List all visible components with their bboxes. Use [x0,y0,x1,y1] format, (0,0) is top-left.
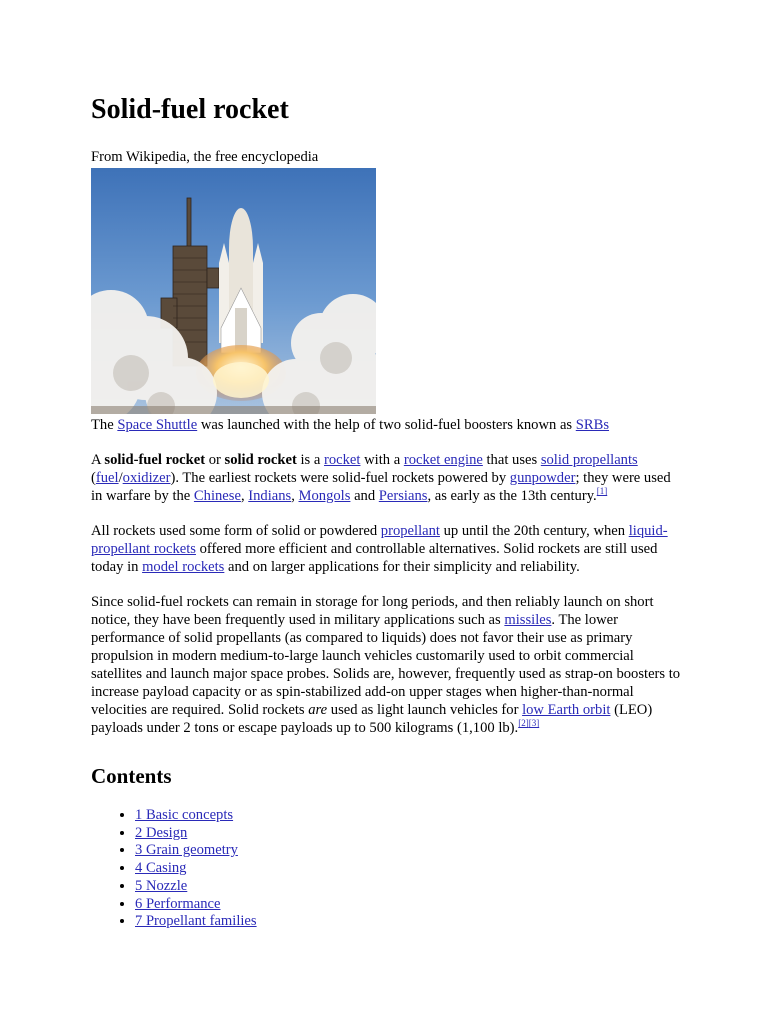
link-low-earth-orbit[interactable]: low Earth orbit [522,702,611,718]
link-rocket[interactable]: rocket [324,452,361,468]
toc-link-nozzle[interactable]: 5 Nozzle [135,877,188,894]
link-solid-propellants[interactable]: solid propellants [540,452,638,468]
toc-item [135,878,681,896]
toc-link-basic-concepts[interactable]: 1 Basic concepts [135,807,234,823]
toc-link-performance[interactable]: 6 Performance [135,895,221,912]
link-gunpowder[interactable]: gunpowder [509,470,576,486]
applications-paragraph: Since solid-fuel rockets can remain in storage for long periods, and then reliably launch on short notice, they have been frequently used in military applications such as missiles. The lower performance of solid propellants (as compared to liquids) does not favor their use as primary propulsion in modern medium-to-large launch vehicles customarily used to orbit commercial satellites and launch major space probes. Solids are, however, frequently used as strap-on boosters to increase payload capacity or as spin-stabilized add-on upper stages when higher-than-normal velocities are required. Solid rockets are used as light launch vehicles for low Earth orbit (LEO) payloads under 2 tons or escape payloads up to 500 kilograms (1,100 lb).[2][3] [91,594,681,736]
reference-1[interactable]: [1] [596,486,608,497]
link-chinese[interactable]: Chinese [193,488,241,504]
toc-link-grain-geometry[interactable]: 3 Grain geometry [135,842,238,859]
toc-link-design[interactable]: 2 Design [135,824,188,841]
link-model-rockets[interactable]: model rockets [142,559,225,575]
link-missiles[interactable]: missiles [504,612,552,628]
article-body [91,92,681,931]
page-title: Solid-fuel rocket [91,94,289,125]
link-srbs[interactable]: SRBs [575,417,610,433]
link-mongols[interactable]: Mongols [298,488,351,504]
toc-link-casing[interactable]: 4 Casing [135,860,187,877]
tagline: From Wikipedia, the free encyclopedia [91,149,319,165]
table-of-contents [91,807,681,931]
toc-item [135,896,681,914]
link-persians[interactable]: Persians [378,488,428,504]
toc-item [135,860,681,878]
intro-paragraph: A solid-fuel rocket or solid rocket is a rocket with a rocket engine that uses solid propellants (fuel/oxidizer). The earliest rockets were solid-fuel rockets powered by gunpowder; they were used in warfare by the Chinese, Indians, Mongols and Persians, as early as the 13th century.[1] [91,452,671,504]
toc-item [135,825,681,843]
reference-2[interactable]: [2] [518,718,529,729]
toc-item [135,842,681,860]
link-space-shuttle[interactable]: Space Shuttle [117,417,198,433]
history-paragraph: All rockets used some form of solid or powdered propellant up until the 20th century, when liquid-propellant rockets offered more efficient and controllable alternatives. Solid rockets are still used today in model rockets and on larger applications for their simplicity and reliability. [91,523,668,575]
shuttle-launch-image[interactable] [91,168,376,414]
link-liquid-propellant-rockets[interactable]: liquid-propellant rockets [91,523,668,557]
toc-link-propellant-families[interactable]: 7 Propellant families [135,913,257,930]
link-oxidizer[interactable]: oxidizer [122,470,171,486]
toc-item [135,913,681,931]
toc-item [135,807,681,825]
link-rocket-engine[interactable]: rocket engine [403,452,483,468]
reference-3[interactable]: [3] [528,718,540,729]
link-fuel[interactable]: fuel [95,470,119,486]
link-indians[interactable]: Indians [248,488,292,504]
contents-heading: Contents [91,764,172,788]
link-propellant[interactable]: propellant [380,523,440,539]
image-caption: The Space Shuttle was launched with the help of two solid-fuel boosters known as SRBs [91,417,610,433]
